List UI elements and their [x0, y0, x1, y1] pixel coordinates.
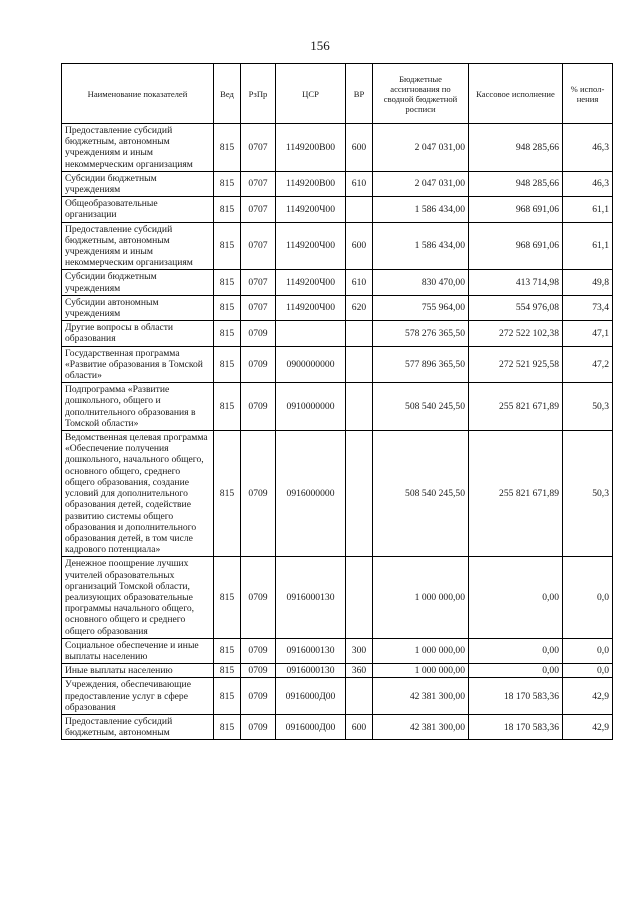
row-percent-cell: 42,9	[563, 678, 613, 715]
row-assignment-cell: 755 964,00	[373, 295, 469, 320]
row-assignment-cell: 508 540 245,50	[373, 383, 469, 431]
table-row	[62, 346, 613, 383]
row-rzpr-cell: 0709	[241, 321, 276, 346]
row-assignment-cell: 2 047 031,00	[373, 171, 469, 196]
row-csr-cell: 1149200Ч00	[276, 197, 346, 222]
row-percent-cell: 61,1	[563, 222, 613, 270]
row-rzpr-cell: 0707	[241, 295, 276, 320]
row-percent-cell: 47,2	[563, 346, 613, 383]
row-vr-cell	[346, 197, 373, 222]
table-row	[62, 383, 613, 431]
table-row	[62, 124, 613, 172]
table-header-row	[62, 64, 613, 124]
row-percent-cell: 47,1	[563, 321, 613, 346]
row-ved-cell: 815	[214, 714, 241, 739]
row-assignment-cell: 1 000 000,00	[373, 638, 469, 663]
row-name-cell: Предоставление субсидий бюджетным, автономным	[62, 714, 214, 739]
row-name-cell: Предоставление субсидий бюджетным, автономным учреждениям и иным некоммерческим организациям	[62, 222, 214, 270]
header-vr: ВР	[346, 64, 373, 124]
table-row	[62, 321, 613, 346]
row-cash-cell: 18 170 583,36	[469, 714, 563, 739]
row-assignment-cell: 1 000 000,00	[373, 557, 469, 638]
row-percent-cell: 73,4	[563, 295, 613, 320]
row-ved-cell: 815	[214, 270, 241, 295]
row-ved-cell: 815	[214, 557, 241, 638]
table-row	[62, 197, 613, 222]
row-csr-cell: 1149200Ч00	[276, 295, 346, 320]
row-name-cell: Денежное поощрение лучших учителей образовательных организаций Томской области, реализующих образовательные программы начального общего, основного общего и среднего общего образования	[62, 557, 214, 638]
budget-table	[61, 63, 613, 740]
row-csr-cell: 1149200Ч00	[276, 270, 346, 295]
row-csr-cell: 0900000000	[276, 346, 346, 383]
row-ved-cell: 815	[214, 678, 241, 715]
table-row	[62, 714, 613, 739]
row-assignment-cell: 1 586 434,00	[373, 222, 469, 270]
header-csr: ЦСР	[276, 64, 346, 124]
row-assignment-cell: 42 381 300,00	[373, 714, 469, 739]
row-ved-cell: 815	[214, 346, 241, 383]
header-percent: % испол-нения	[563, 64, 613, 124]
row-vr-cell: 610	[346, 171, 373, 196]
row-name-cell: Общеобразовательные организации	[62, 197, 214, 222]
row-ved-cell: 815	[214, 222, 241, 270]
row-percent-cell: 49,8	[563, 270, 613, 295]
row-csr-cell: 1149200В00	[276, 124, 346, 172]
row-vr-cell	[346, 321, 373, 346]
row-name-cell: Субсидии автономным учреждениям	[62, 295, 214, 320]
row-csr-cell	[276, 321, 346, 346]
row-vr-cell	[346, 431, 373, 557]
row-percent-cell: 42,9	[563, 714, 613, 739]
table-row	[62, 678, 613, 715]
row-ved-cell: 815	[214, 383, 241, 431]
row-rzpr-cell: 0709	[241, 557, 276, 638]
row-rzpr-cell: 0707	[241, 270, 276, 295]
row-percent-cell: 50,3	[563, 383, 613, 431]
row-vr-cell: 600	[346, 714, 373, 739]
row-name-cell: Другие вопросы в области образования	[62, 321, 214, 346]
row-csr-cell: 1149200В00	[276, 171, 346, 196]
row-vr-cell: 360	[346, 664, 373, 678]
row-assignment-cell: 830 470,00	[373, 270, 469, 295]
row-csr-cell: 0916000Д00	[276, 678, 346, 715]
row-ved-cell: 815	[214, 638, 241, 663]
header-name: Наименование показателей	[62, 64, 214, 124]
row-name-cell: Подпрограмма «Развитие дошкольного, общего и дополнительного образования в Томской области»	[62, 383, 214, 431]
row-rzpr-cell: 0709	[241, 714, 276, 739]
row-percent-cell: 0,0	[563, 638, 613, 663]
row-cash-cell: 968 691,06	[469, 222, 563, 270]
table-row	[62, 557, 613, 638]
row-cash-cell: 0,00	[469, 638, 563, 663]
row-vr-cell: 600	[346, 222, 373, 270]
page-number: 156	[310, 38, 330, 53]
row-rzpr-cell: 0707	[241, 124, 276, 172]
row-ved-cell: 815	[214, 431, 241, 557]
row-percent-cell: 46,3	[563, 171, 613, 196]
row-assignment-cell: 1 000 000,00	[373, 664, 469, 678]
row-name-cell: Учреждения, обеспечивающие предоставление услуг в сфере образования	[62, 678, 214, 715]
row-rzpr-cell: 0707	[241, 197, 276, 222]
row-ved-cell: 815	[214, 197, 241, 222]
row-rzpr-cell: 0709	[241, 638, 276, 663]
row-csr-cell: 0916000Д00	[276, 714, 346, 739]
row-ved-cell: 815	[214, 171, 241, 196]
row-cash-cell: 0,00	[469, 664, 563, 678]
row-percent-cell: 46,3	[563, 124, 613, 172]
row-vr-cell: 300	[346, 638, 373, 663]
row-assignment-cell: 508 540 245,50	[373, 431, 469, 557]
row-cash-cell: 272 521 925,58	[469, 346, 563, 383]
row-percent-cell: 0,0	[563, 557, 613, 638]
table-row	[62, 638, 613, 663]
row-assignment-cell: 578 276 365,50	[373, 321, 469, 346]
row-rzpr-cell: 0707	[241, 222, 276, 270]
row-name-cell: Социальное обеспечение и иные выплаты населению	[62, 638, 214, 663]
row-assignment-cell: 1 586 434,00	[373, 197, 469, 222]
row-cash-cell: 948 285,66	[469, 124, 563, 172]
row-cash-cell: 413 714,98	[469, 270, 563, 295]
table-row	[62, 295, 613, 320]
header-cash-execution: Кассовое исполнение	[469, 64, 563, 124]
row-rzpr-cell: 0709	[241, 664, 276, 678]
row-assignment-cell: 42 381 300,00	[373, 678, 469, 715]
row-ved-cell: 815	[214, 321, 241, 346]
row-cash-cell: 968 691,06	[469, 197, 563, 222]
row-cash-cell: 0,00	[469, 557, 563, 638]
row-csr-cell: 0916000130	[276, 664, 346, 678]
table-row	[62, 270, 613, 295]
table-row	[62, 431, 613, 557]
row-ved-cell: 815	[214, 664, 241, 678]
row-vr-cell: 620	[346, 295, 373, 320]
row-csr-cell: 0916000130	[276, 638, 346, 663]
row-vr-cell	[346, 557, 373, 638]
row-cash-cell: 255 821 671,89	[469, 431, 563, 557]
row-csr-cell: 0916000000	[276, 431, 346, 557]
header-assignments: Бюджетные ассигнования по сводной бюджетной росписи	[373, 64, 469, 124]
table-row	[62, 222, 613, 270]
row-ved-cell: 815	[214, 124, 241, 172]
row-vr-cell	[346, 678, 373, 715]
row-name-cell: Государственная программа «Развитие образования в Томской области»	[62, 346, 214, 383]
header-rzpr: РзПр	[241, 64, 276, 124]
row-rzpr-cell: 0709	[241, 346, 276, 383]
header-ved: Вед	[214, 64, 241, 124]
row-cash-cell: 948 285,66	[469, 171, 563, 196]
row-cash-cell: 554 976,08	[469, 295, 563, 320]
row-percent-cell: 0,0	[563, 664, 613, 678]
row-percent-cell: 50,3	[563, 431, 613, 557]
row-csr-cell: 0910000000	[276, 383, 346, 431]
row-csr-cell: 1149200Ч00	[276, 222, 346, 270]
row-name-cell: Субсидии бюджетным учреждениям	[62, 171, 214, 196]
row-rzpr-cell: 0709	[241, 678, 276, 715]
row-vr-cell	[346, 383, 373, 431]
row-rzpr-cell: 0709	[241, 431, 276, 557]
row-percent-cell: 61,1	[563, 197, 613, 222]
row-csr-cell: 0916000130	[276, 557, 346, 638]
row-ved-cell: 815	[214, 295, 241, 320]
row-vr-cell: 600	[346, 124, 373, 172]
row-name-cell: Ведомственная целевая программа «Обеспечение получения дошкольного, начального общего, основного общего, среднего общего образования, создание условий для дополнительного образования детей, содействие развитию системы общего образования и дополнительного образования детей, в том числе кадрового потенциала»	[62, 431, 214, 557]
row-cash-cell: 18 170 583,36	[469, 678, 563, 715]
row-vr-cell: 610	[346, 270, 373, 295]
row-cash-cell: 272 522 102,38	[469, 321, 563, 346]
row-vr-cell	[346, 346, 373, 383]
row-assignment-cell: 2 047 031,00	[373, 124, 469, 172]
row-name-cell: Иные выплаты населению	[62, 664, 214, 678]
table-row	[62, 171, 613, 196]
row-rzpr-cell: 0707	[241, 171, 276, 196]
row-rzpr-cell: 0709	[241, 383, 276, 431]
row-assignment-cell: 577 896 365,50	[373, 346, 469, 383]
row-name-cell: Субсидии бюджетным учреждениям	[62, 270, 214, 295]
row-name-cell: Предоставление субсидий бюджетным, автономным учреждениям и иным некоммерческим организациям	[62, 124, 214, 172]
table-row	[62, 664, 613, 678]
row-cash-cell: 255 821 671,89	[469, 383, 563, 431]
